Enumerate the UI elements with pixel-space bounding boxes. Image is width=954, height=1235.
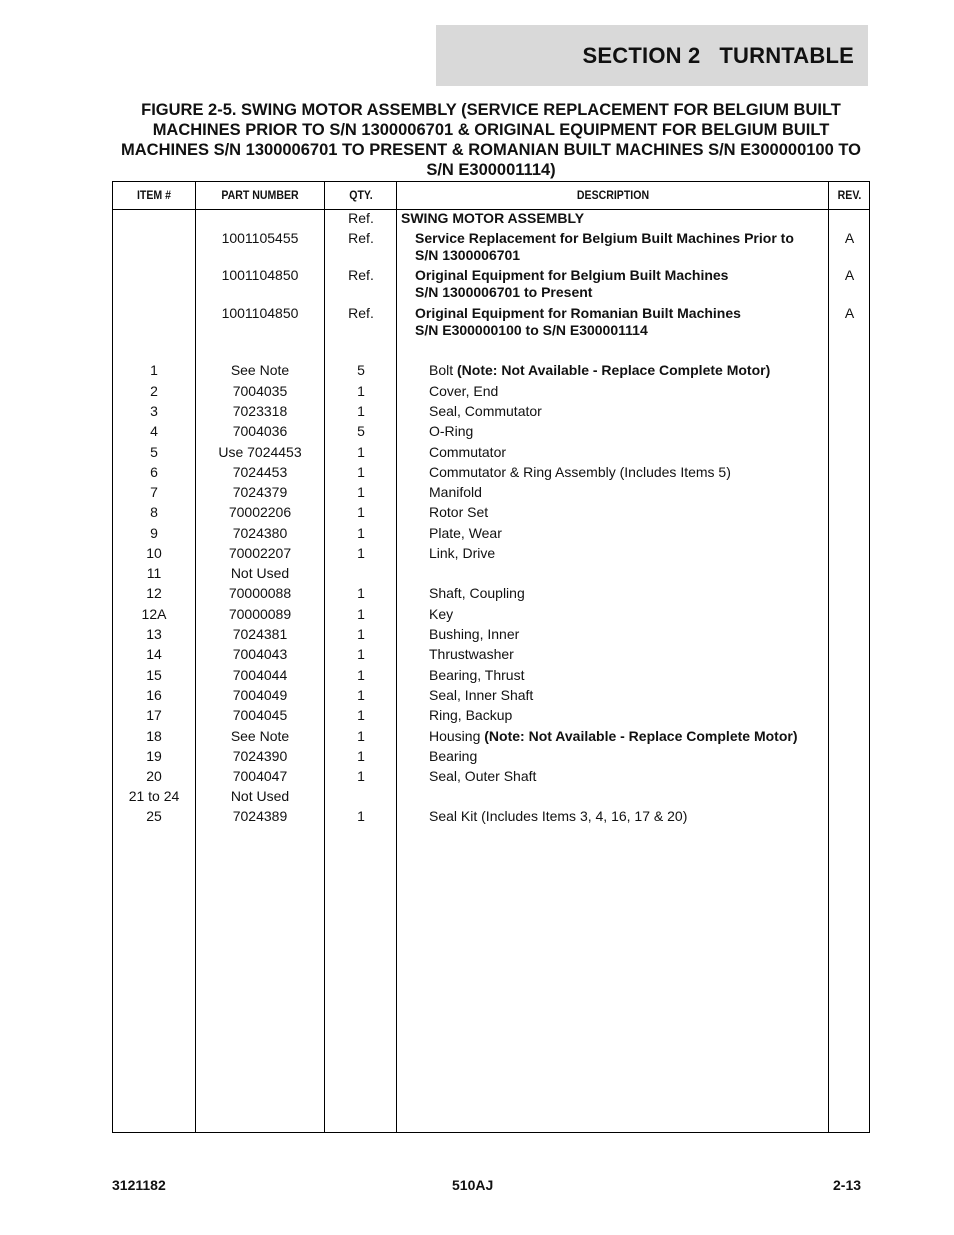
description-text: Seal, Outer Shaft (429, 768, 537, 784)
item-number: 17 (146, 707, 162, 723)
parts-table (112, 181, 870, 1133)
description (397, 362, 829, 379)
description-text: Seal Kit (Includes Items 3, 4, 16, 17 & 20) (429, 808, 688, 824)
quantity: 1 (357, 484, 365, 500)
description: SWING MOTOR ASSEMBLY (401, 210, 585, 226)
description (397, 464, 829, 481)
footer-doc-number: 3121182 (112, 1177, 166, 1193)
quantity: Ref. (348, 305, 374, 321)
quantity: 1 (357, 768, 365, 784)
description (397, 748, 829, 765)
description (397, 667, 829, 684)
figure-title: FIGURE 2-5. SWING MOTOR ASSEMBLY (SERVICE REPLACEMENT FOR BELGIUM BUILT MACHINES PRIOR TO S/N 1300006701 & ORIGINAL EQUIPMENT FOR BELGIUM BUILT MACHINES S/N 1300006701 TO PRESENT & ROMANIAN BUILT MACHINES S/N E300000100 TO S/N E300001114) (121, 101, 861, 179)
description-text: Commutator & Ring Assembly (Includes Items 5) (429, 464, 731, 480)
quantity: 1 (357, 748, 365, 764)
description-text: Bolt (429, 362, 454, 378)
description (397, 383, 829, 400)
part-number: 7004044 (232, 667, 288, 683)
item-number: 1 (150, 362, 158, 378)
item-number: 10 (146, 545, 162, 561)
quantity: 1 (357, 707, 365, 723)
description-text: Bushing, Inner (429, 626, 520, 642)
description-text: Plate, Wear (429, 525, 502, 541)
item-number: 2 (150, 383, 158, 399)
description (397, 267, 829, 301)
description (397, 768, 829, 785)
part-number: 70002206 (228, 504, 292, 520)
description (397, 504, 829, 521)
part-number: 70002207 (228, 545, 292, 561)
item-number: 15 (146, 667, 162, 683)
description (397, 808, 829, 825)
item-number: 6 (150, 464, 158, 480)
part-number: See Note (230, 362, 290, 378)
description-text: Seal, Inner Shaft (429, 687, 534, 703)
description-text: Commutator (429, 444, 507, 460)
quantity: 1 (357, 383, 365, 399)
part-number: 1001105455 (221, 230, 299, 246)
description-text: Thrustwasher (429, 646, 514, 662)
description (397, 626, 829, 643)
part-number: 7004043 (232, 646, 288, 662)
item-number: 18 (146, 728, 162, 744)
description-text: Key (429, 606, 454, 622)
quantity: 5 (357, 423, 365, 439)
part-number: 7004045 (232, 707, 288, 723)
description-line: S/N 1300006701 to Present (415, 284, 593, 300)
description (397, 646, 829, 663)
revision: A (844, 230, 855, 246)
revision: A (844, 267, 855, 283)
part-number: Not Used (230, 565, 290, 581)
description-line: Original Equipment for Romanian Built Machines (415, 305, 741, 321)
item-number: 13 (146, 626, 162, 642)
part-number: 7024389 (232, 808, 288, 824)
description-text: Link, Drive (429, 545, 496, 561)
item-number: 21 to 24 (128, 788, 180, 804)
part-number: 7024379 (232, 484, 288, 500)
item-number: 25 (146, 808, 162, 824)
item-number: 11 (146, 565, 162, 581)
item-number: 20 (146, 768, 162, 784)
quantity: 1 (357, 525, 365, 541)
description (397, 707, 829, 724)
description (397, 585, 829, 602)
quantity: 1 (357, 808, 365, 824)
item-number: 5 (150, 444, 158, 460)
part-number: 7004036 (232, 423, 288, 439)
description-line: Service Replacement for Belgium Built Machines Prior to (415, 230, 794, 246)
footer-model: 510AJ (452, 1177, 494, 1193)
quantity: 1 (357, 687, 365, 703)
description (397, 606, 829, 623)
part-number: 7004035 (232, 383, 288, 399)
part-number: 7024390 (232, 748, 288, 764)
description (397, 525, 829, 542)
description-note: (Note: Not Available - Replace Complete Motor) (480, 728, 798, 744)
item-number: 9 (150, 525, 158, 541)
description-text: Bearing (429, 748, 478, 764)
item-number: 14 (146, 646, 162, 662)
revision: A (844, 305, 855, 321)
description (397, 444, 829, 461)
description-text: Bearing, Thrust (429, 667, 525, 683)
part-number: 7004047 (232, 768, 288, 784)
description (397, 403, 829, 420)
item-number: 4 (150, 423, 158, 439)
quantity: 1 (357, 504, 365, 520)
quantity: 1 (357, 403, 365, 419)
quantity: 1 (357, 545, 365, 561)
item-number: 12A (141, 606, 167, 622)
part-number: 7024453 (232, 464, 288, 480)
header-part-number: PART NUMBER (221, 188, 299, 202)
header-item: ITEM # (136, 188, 172, 202)
part-number: 1001104850 (221, 267, 299, 283)
item-number: 16 (146, 687, 162, 703)
item-number: 7 (150, 484, 158, 500)
description (397, 687, 829, 704)
quantity: 1 (357, 646, 365, 662)
quantity: 1 (357, 444, 365, 460)
description-text: Housing (429, 728, 481, 744)
quantity: Ref. (348, 267, 374, 283)
part-number: 7024381 (232, 626, 288, 642)
description (397, 484, 829, 501)
section-title: SECTION 2 TURNTABLE (582, 42, 854, 68)
part-number: 7023318 (232, 403, 288, 419)
item-number: 19 (146, 748, 162, 764)
description-text: Ring, Backup (429, 707, 513, 723)
description-text: Shaft, Coupling (429, 585, 525, 601)
description-text: Rotor Set (429, 504, 489, 520)
header-qty: QTY. (349, 188, 373, 202)
quantity: 1 (357, 667, 365, 683)
description-text: Seal, Commutator (429, 403, 542, 419)
description-text: Manifold (429, 484, 482, 500)
description-text: Cover, End (429, 383, 499, 399)
header-rev: REV. (837, 188, 862, 202)
description (397, 545, 829, 562)
description (397, 423, 829, 440)
part-number: Use 7024453 (218, 444, 302, 460)
description-text: O-Ring (429, 423, 474, 439)
part-number: 1001104850 (221, 305, 299, 321)
quantity: 1 (357, 464, 365, 480)
quantity: 1 (357, 606, 365, 622)
description (397, 230, 829, 264)
quantity: Ref. (348, 230, 374, 246)
quantity: 1 (357, 626, 365, 642)
part-number: 7004049 (232, 687, 288, 703)
description-line: S/N 1300006701 (415, 247, 521, 263)
quantity: Ref. (348, 210, 374, 226)
section-header (436, 25, 868, 86)
item-number: 12 (146, 585, 162, 601)
item-number: 8 (150, 504, 158, 520)
part-number: Not Used (230, 788, 290, 804)
quantity: 5 (357, 362, 365, 378)
part-number: 70000088 (228, 585, 292, 601)
quantity: 1 (357, 728, 365, 744)
footer-page-number: 2-13 (833, 1177, 862, 1193)
description-line: S/N E300000100 to S/N E300001114 (415, 322, 648, 338)
quantity: 1 (357, 585, 365, 601)
description-note: (Note: Not Available - Replace Complete Motor) (453, 362, 771, 378)
part-number: 70000089 (228, 606, 292, 622)
part-number: See Note (230, 728, 290, 744)
item-number: 3 (150, 403, 158, 419)
table-header-row (113, 182, 869, 210)
description (397, 305, 829, 339)
description-line: Original Equipment for Belgium Built Machines (415, 267, 729, 283)
part-number: 7024380 (232, 525, 288, 541)
description (397, 728, 829, 745)
header-description: DESCRIPTION (576, 188, 650, 202)
